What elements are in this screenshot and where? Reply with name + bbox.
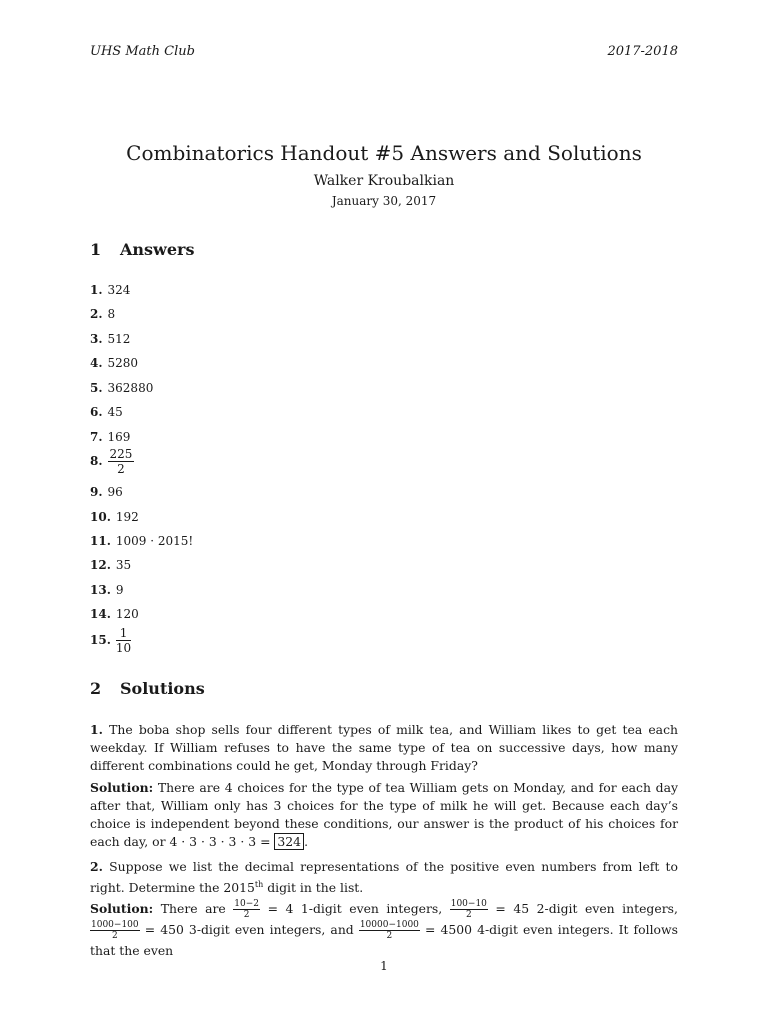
fraction-denominator: 2 <box>111 931 118 941</box>
page-number: 1 <box>380 959 388 973</box>
section-title: Solutions <box>120 679 205 698</box>
problem-text-end: digit in the list. <box>263 880 364 896</box>
answer-number: 10. <box>90 510 111 524</box>
answer-item <box>90 307 115 321</box>
answer-number: 14. <box>90 607 111 621</box>
header-left: UHS Math Club <box>90 44 195 59</box>
answer-number: 11. <box>90 534 111 548</box>
answer-item <box>90 583 124 597</box>
answer-number: 1. <box>90 283 103 297</box>
problem-number: 1. <box>90 722 103 737</box>
inline-fraction <box>90 920 140 941</box>
answer-number: 8. <box>90 454 103 468</box>
answer-number: 6. <box>90 405 103 419</box>
answer-item <box>90 356 138 370</box>
solution-label: Solution: <box>90 901 154 916</box>
answer-item <box>90 447 134 476</box>
answer-item <box>90 485 123 499</box>
problem-text: Suppose we list the decimal representations of the positive even numbers from left to right. Determine the 2015 <box>90 859 678 896</box>
fraction-numerator: 1 <box>116 626 131 641</box>
author: Walker Kroubalkian <box>313 173 455 189</box>
solution-1 <box>90 779 678 851</box>
answer-number: 4. <box>90 356 103 370</box>
answer-item <box>90 510 139 524</box>
answer-item <box>90 332 130 346</box>
inline-fraction <box>359 920 420 941</box>
solution-text: = 4500 4-digit even integers. It follows that the even <box>90 922 678 958</box>
answer-item <box>90 283 130 297</box>
answer-value: 96 <box>107 485 123 499</box>
answer-fraction <box>108 447 135 476</box>
answer-item <box>90 405 123 419</box>
solution-text: = 45 2-digit even integers, <box>495 901 678 916</box>
answer-number: 7. <box>90 430 103 444</box>
answer-item <box>90 607 139 621</box>
answer-item <box>90 534 193 548</box>
problem-number: 2. <box>90 859 103 874</box>
problem-1 <box>90 721 678 775</box>
answer-item <box>90 558 131 572</box>
answer-value: 324 <box>107 283 131 297</box>
answer-value: 512 <box>107 332 131 346</box>
fraction-denominator: 2 <box>386 931 393 941</box>
inline-fraction <box>233 899 260 920</box>
section-title: Answers <box>120 240 195 259</box>
answer-item <box>90 430 130 444</box>
answer-value: 8 <box>107 307 116 321</box>
boxed-answer: 324 <box>274 833 304 850</box>
problem-text: The boba shop sells four different types of milk tea, and William likes to get tea each weekday. If William refuses to have the same type of tea on successive days, how many different combinations could he get, Monday through Friday? <box>90 722 678 773</box>
answer-value: 1009 · 2015! <box>115 534 194 548</box>
section-heading-answers <box>90 240 194 259</box>
ordinal-superscript: th <box>254 880 264 889</box>
answer-number: 9. <box>90 485 103 499</box>
answer-value: 169 <box>107 430 131 444</box>
fraction-denominator: 10 <box>115 641 132 655</box>
solution-text: There are <box>160 901 226 916</box>
answer-item <box>90 381 153 395</box>
answer-value: 45 <box>107 405 123 419</box>
section-number: 1 <box>90 240 102 259</box>
fraction-numerator: 10−2 <box>234 899 260 909</box>
fraction-numerator: 10000−1000 <box>359 920 419 930</box>
header-right: 2017-2018 <box>607 44 678 59</box>
solution-end: . <box>304 834 309 849</box>
fraction-denominator: 2 <box>465 910 472 920</box>
answer-number: 5. <box>90 381 103 395</box>
answer-number: 3. <box>90 332 103 346</box>
answer-value: 362880 <box>107 381 154 395</box>
answer-item <box>90 626 131 655</box>
fraction-denominator: 2 <box>117 462 125 476</box>
solution-text: = 4 1-digit even integers, <box>267 901 443 916</box>
solution-label: Solution: <box>90 780 154 795</box>
answer-fraction <box>116 626 131 655</box>
problem-2 <box>90 858 678 897</box>
answer-value: 5280 <box>107 356 139 370</box>
fraction-denominator: 2 <box>243 910 250 920</box>
inline-fraction <box>450 899 488 920</box>
fraction-numerator: 225 <box>109 447 133 461</box>
answer-number: 15. <box>90 633 111 647</box>
answer-value: 192 <box>115 510 139 524</box>
answer-number: 13. <box>90 583 111 597</box>
solution-2 <box>90 899 678 961</box>
answer-value: 35 <box>115 558 132 572</box>
document-title: Combinatorics Handout #5 Answers and Solutions <box>126 141 642 165</box>
solution-text: = 450 3-digit even integers, and <box>144 922 354 937</box>
answer-value: 120 <box>115 607 139 621</box>
solution-text: There are 4 choices for the type of tea William gets on Monday, and for each day after that, William only has 3 choices for the type of milk he will get. Because each day’s choice is independent beyond these conditions, our answer is the product of his choices for each day, or 4 · 3 · 3 · 3 · 3 = <box>90 780 678 849</box>
answer-value: 9 <box>115 583 124 597</box>
section-heading-solutions <box>90 679 205 698</box>
fraction-numerator: 1000−100 <box>91 920 139 930</box>
answer-number: 12. <box>90 558 111 572</box>
answer-number: 2. <box>90 307 103 321</box>
date: January 30, 2017 <box>331 194 437 208</box>
fraction-numerator: 100−10 <box>450 899 487 909</box>
section-number: 2 <box>90 679 102 698</box>
